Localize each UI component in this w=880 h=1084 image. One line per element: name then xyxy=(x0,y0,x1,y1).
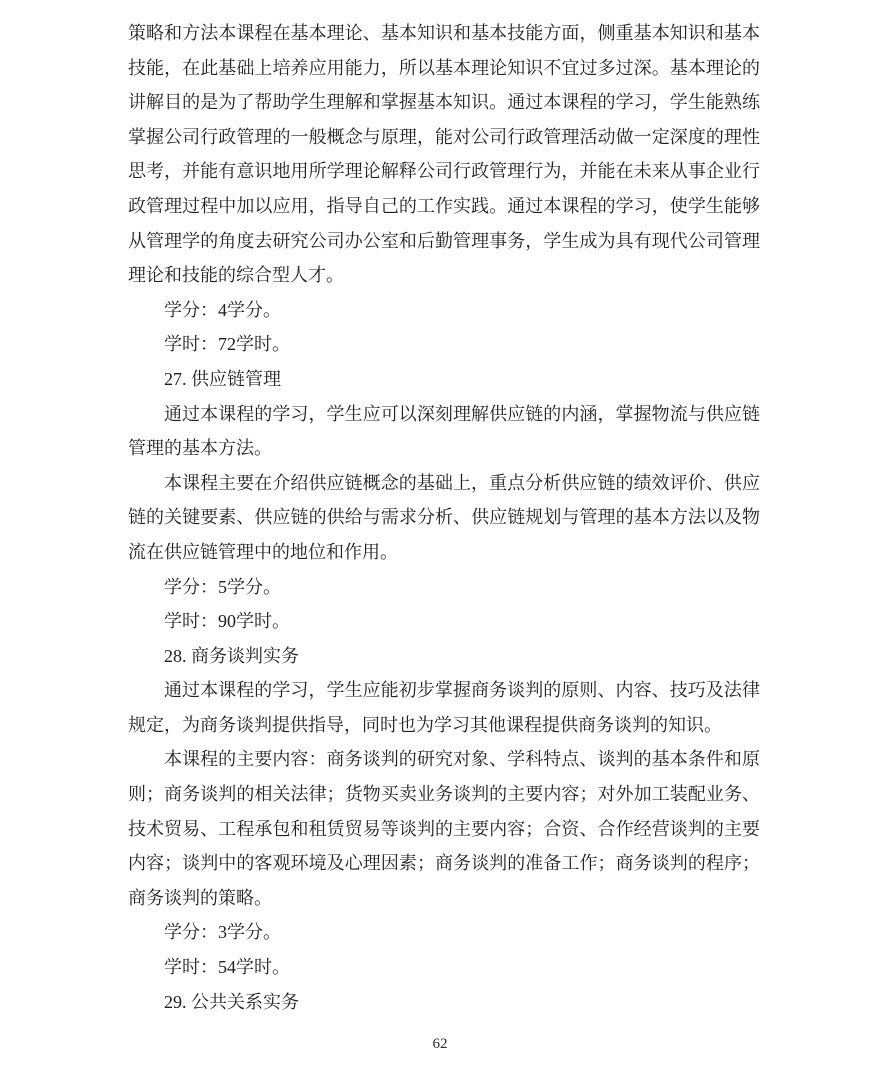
paragraph-course-content: 本课程主要在介绍供应链概念的基础上，重点分析供应链的绩效评价、供应链的关键要素、供应链的供给与需求分析、供应链规划与管理的基本方法以及物流在供应链管理中的地位和作用。 xyxy=(128,472,760,562)
hours-line: 学时：72学时。 xyxy=(164,334,290,355)
course-heading-29: 29. 公共关系实务 xyxy=(164,991,299,1012)
paragraph-course-content: 本课程的主要内容：商务谈判的研究对象、学科特点、谈判的基本条件和原则；商务谈判的相关法律；货物买卖业务谈判的主要内容；对外加工装配业务、技术贸易、工程承包和租赁贸易等谈判的主要内容；合资、合作经营谈判的主要内容；谈判中的客观环境及心理因素；商务谈判的准备工作；商务谈判的程序；商务谈判的策略。 xyxy=(128,749,760,908)
credit-line: 学分：5学分。 xyxy=(164,576,281,597)
hours-line: 学时：54学时。 xyxy=(164,957,290,978)
course-heading-28: 28. 商务谈判实务 xyxy=(164,645,299,666)
credit-line: 学分：4学分。 xyxy=(164,299,281,320)
paragraph-course-description: 通过本课程的学习，学生应可以深刻理解供应链的内涵，掌握物流与供应链管理的基本方法。 xyxy=(128,403,760,459)
course-heading-27: 27. 供应链管理 xyxy=(164,368,281,389)
paragraph-course-description: 通过本课程的学习，学生应能初步掌握商务谈判的原则、内容、技巧及法律规定，为商务谈判提供指导，同时也为学习其他课程提供商务谈判的知识。 xyxy=(128,680,760,735)
credit-line: 学分：3学分。 xyxy=(164,922,281,943)
document-body xyxy=(128,16,760,1019)
paragraph-course-description: 策略和方法本课程在基本理论、基本知识和基本技能方面，侧重基本知识和基本技能，在此基础上培养应用能力，所以基本理论知识不宜过多过深。基本理论的讲解目的是为了帮助学生理解和掌握基本知识。通过本课程的学习，学生能熟练掌握公司行政管理的一般概念与原理，能对公司行政管理活动做一定深度的理性思考，并能有意识地用所学理论解释公司行政管理行为，并能在未来从事企业行政管理过程中加以应用，指导自己的工作实践。通过本课程的学习，使学生能够从管理学的角度去研究公司办公室和后勤管理事务，学生成为具有现代公司管理理论和技能的综合型人才。 xyxy=(128,23,760,286)
page-number: 62 xyxy=(432,1036,448,1052)
hours-line: 学时：90学时。 xyxy=(164,611,290,632)
